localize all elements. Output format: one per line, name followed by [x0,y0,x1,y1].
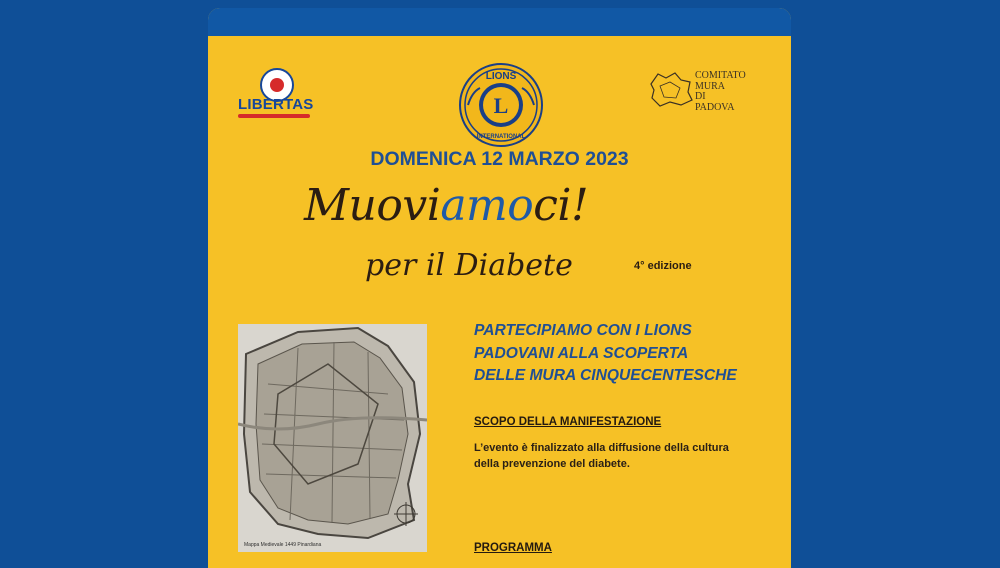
headline-line: PADOVANI ALLA SCOPERTA [474,344,689,362]
libertas-swoosh [238,114,310,118]
title-part-1: Muovi [304,180,441,231]
comitato-line: MURA [695,80,726,92]
title-part-2: ci! [533,180,589,231]
edition-label: 4° edizione [634,260,692,272]
map-caption: Mappa Medievale 1449 Pinardiana [244,542,322,548]
title-accent: amo [440,180,534,231]
event-title [304,180,588,231]
lions-logo-text: LIONS [485,71,517,82]
programma-heading: PROGRAMMA [474,542,552,554]
comitato-line: DI [695,91,706,102]
comitato-mura-logo [648,70,768,116]
comitato-line: COMITATO [695,70,746,81]
padova-map-illustration [238,324,427,552]
city-walls-outline-icon [648,70,694,108]
event-poster [208,8,791,568]
libertas-wordmark: LIBERTAS [238,96,314,113]
historic-map-image [238,324,427,552]
scopo-heading: SCOPO DELLA MANIFESTAZIONE [474,416,662,428]
headline-text [474,320,774,388]
comitato-text [695,71,746,113]
scopo-body [474,440,774,472]
comitato-line: PADOVA [695,101,735,113]
event-date: DOMENICA 12 MARZO 2023 [370,148,629,170]
lions-letter: L [493,93,509,118]
headline-line: DELLE MURA CINQUECENTESCHE [474,367,737,384]
poster-top-band [208,8,791,36]
lions-emblem-icon [458,62,544,148]
scopo-line: della prevenzione del diabete. [474,458,630,470]
lions-logo-subtext: INTERNATIONAL [476,134,526,140]
lions-logo [458,62,544,148]
headline-line: PARTECIPIAMO CON I LIONS [474,322,692,339]
libertas-logo [232,68,322,120]
scopo-line: L’evento è finalizzato alla diffusione della cultura [474,442,729,454]
event-subtitle: per il Diabete [365,248,573,283]
